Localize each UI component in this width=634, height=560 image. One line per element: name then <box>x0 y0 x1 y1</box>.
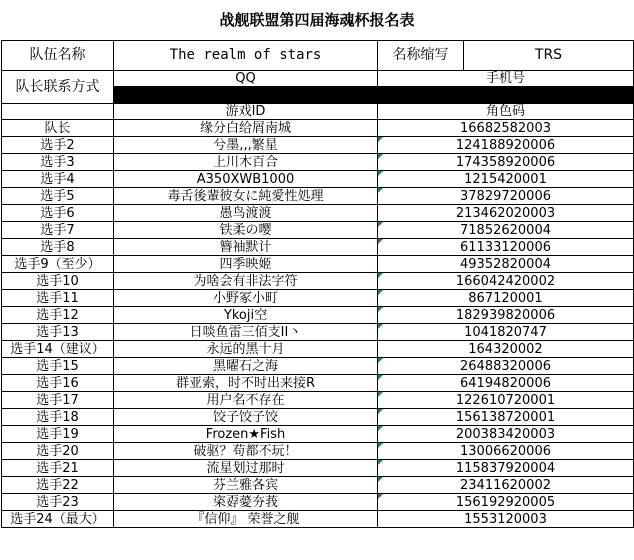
player-role-code[interactable]: 166042420002 <box>378 273 634 290</box>
player-role: 选手22 <box>2 477 114 494</box>
player-game-id[interactable]: Ykoji空 <box>114 307 378 324</box>
game-id-column-header: 游戏ID <box>114 104 378 120</box>
player-role-code[interactable]: 174358920006 <box>378 154 634 171</box>
player-role-code[interactable]: 156192920005 <box>378 494 634 511</box>
player-row <box>2 154 634 171</box>
contact-value-redacted <box>114 87 634 104</box>
player-game-id[interactable]: Frozen★Fish <box>114 426 378 443</box>
player-game-id[interactable]: 日啖鱼雷三佰支II丶 <box>114 324 378 341</box>
player-row <box>2 358 634 375</box>
player-game-id[interactable]: 流星划过那时 <box>114 460 378 477</box>
player-role: 选手23 <box>2 494 114 511</box>
player-rows <box>2 120 634 528</box>
player-row <box>2 120 634 137</box>
player-game-id[interactable]: 簪袖默计 <box>114 239 378 256</box>
player-role-code[interactable]: 64194820006 <box>378 375 634 392</box>
player-role-code[interactable]: 23411620002 <box>378 477 634 494</box>
player-role: 选手14（建议） <box>2 341 114 358</box>
player-row <box>2 477 634 494</box>
player-role: 选手13 <box>2 324 114 341</box>
player-row <box>2 239 634 256</box>
player-role-code[interactable]: 200383420003 <box>378 426 634 443</box>
registration-table <box>1 40 634 528</box>
player-game-id[interactable]: 小野冢小町 <box>114 290 378 307</box>
player-role-code[interactable]: 1041820747 <box>378 324 634 341</box>
player-role-code[interactable]: 13006620006 <box>378 443 634 460</box>
player-role-code[interactable]: 71852620004 <box>378 222 634 239</box>
contact-label: 队长联系方式 <box>2 71 114 104</box>
player-role: 选手16 <box>2 375 114 392</box>
player-game-id[interactable]: A350XWB1000 <box>114 171 378 188</box>
abbr-label: 名称缩写 <box>378 41 464 71</box>
player-game-id[interactable]: 毒舌後輩彼女に純愛性処理 <box>114 188 378 205</box>
role-column-header <box>2 104 114 120</box>
player-role-code[interactable]: 164320002 <box>378 341 634 358</box>
player-game-id[interactable]: 上川木百合 <box>114 154 378 171</box>
player-game-id[interactable]: 栥孬薆夯莪 <box>114 494 378 511</box>
player-role: 选手9（至少） <box>2 256 114 273</box>
player-row <box>2 324 634 341</box>
team-name-label: 队伍名称 <box>2 41 114 71</box>
player-role-code[interactable]: 37829720006 <box>378 188 634 205</box>
player-role: 选手20 <box>2 443 114 460</box>
player-role: 选手12 <box>2 307 114 324</box>
player-game-id[interactable]: 四季映姬 <box>114 256 378 273</box>
player-role: 选手5 <box>2 188 114 205</box>
player-role-code[interactable]: 122610720001 <box>378 392 634 409</box>
contact-header-row <box>2 71 634 87</box>
player-role: 队长 <box>2 120 114 137</box>
player-role: 选手17 <box>2 392 114 409</box>
player-role: 选手15 <box>2 358 114 375</box>
columns-row <box>2 104 634 120</box>
team-name-value[interactable]: The realm of stars <box>114 41 378 71</box>
player-row <box>2 494 634 511</box>
abbr-value[interactable]: TRS <box>464 41 634 71</box>
player-role: 选手21 <box>2 460 114 477</box>
player-game-id[interactable]: 芬兰雅各宾 <box>114 477 378 494</box>
player-role: 选手3 <box>2 154 114 171</box>
player-role: 选手4 <box>2 171 114 188</box>
player-role-code[interactable]: 156138720001 <box>378 409 634 426</box>
player-game-id[interactable]: 黑曜石之海 <box>114 358 378 375</box>
player-row <box>2 137 634 154</box>
player-row <box>2 426 634 443</box>
role-code-column-header: 角色码 <box>378 104 634 120</box>
phone-label: 手机号 <box>378 71 634 87</box>
qq-label: QQ <box>114 71 378 87</box>
player-role-code[interactable]: 124188920006 <box>378 137 634 154</box>
player-game-id[interactable]: 饺子饺子饺 <box>114 409 378 426</box>
player-row <box>2 222 634 239</box>
player-role-code[interactable]: 1553120003 <box>378 511 634 528</box>
player-row <box>2 290 634 307</box>
player-role: 选手7 <box>2 222 114 239</box>
player-row <box>2 443 634 460</box>
player-role-code[interactable]: 1215420001 <box>378 171 634 188</box>
player-role-code[interactable]: 16682582003 <box>378 120 634 137</box>
player-row <box>2 256 634 273</box>
player-game-id[interactable]: 铁柔の嘤 <box>114 222 378 239</box>
player-row <box>2 392 634 409</box>
player-game-id[interactable]: 永远的黑十月 <box>114 341 378 358</box>
player-role-code[interactable]: 61133120006 <box>378 239 634 256</box>
player-game-id[interactable]: 缘分白给屑南城 <box>114 120 378 137</box>
player-role: 选手10 <box>2 273 114 290</box>
team-row <box>2 41 634 71</box>
player-game-id[interactable]: 为啥会有非法字符 <box>114 273 378 290</box>
player-game-id[interactable]: 群亚索，时不时出来接R <box>114 375 378 392</box>
player-role-code[interactable]: 26488320006 <box>378 358 634 375</box>
sheet-title: 战舰联盟第四届海魂杯报名表 <box>219 11 415 29</box>
player-row <box>2 375 634 392</box>
player-row <box>2 188 634 205</box>
player-role: 选手11 <box>2 290 114 307</box>
player-role: 选手8 <box>2 239 114 256</box>
player-role: 选手6 <box>2 205 114 222</box>
player-role: 选手18 <box>2 409 114 426</box>
player-row <box>2 511 634 528</box>
player-game-id[interactable]: 破驱？苟都不玩！ <box>114 443 378 460</box>
player-role-code[interactable]: 182939820006 <box>378 307 634 324</box>
player-row <box>2 460 634 477</box>
player-row <box>2 341 634 358</box>
player-role-code[interactable]: 213462020003 <box>378 205 634 222</box>
player-row <box>2 273 634 290</box>
player-role-code[interactable]: 867120001 <box>378 290 634 307</box>
player-row <box>2 171 634 188</box>
player-role-code[interactable]: 49352820004 <box>378 256 634 273</box>
player-game-id[interactable]: 愚鸟渡渡 <box>114 205 378 222</box>
player-role: 选手19 <box>2 426 114 443</box>
player-row <box>2 307 634 324</box>
player-row <box>2 205 634 222</box>
player-row <box>2 409 634 426</box>
player-role-code[interactable]: 115837920004 <box>378 460 634 477</box>
player-game-id[interactable]: 用户名不存在 <box>114 392 378 409</box>
player-game-id[interactable]: 『信仰』 荣誉之舰 <box>114 511 378 528</box>
player-role: 选手2 <box>2 137 114 154</box>
player-game-id[interactable]: 兮墨‚‚‚繁星 <box>114 137 378 154</box>
player-role: 选手24（最大） <box>2 511 114 528</box>
